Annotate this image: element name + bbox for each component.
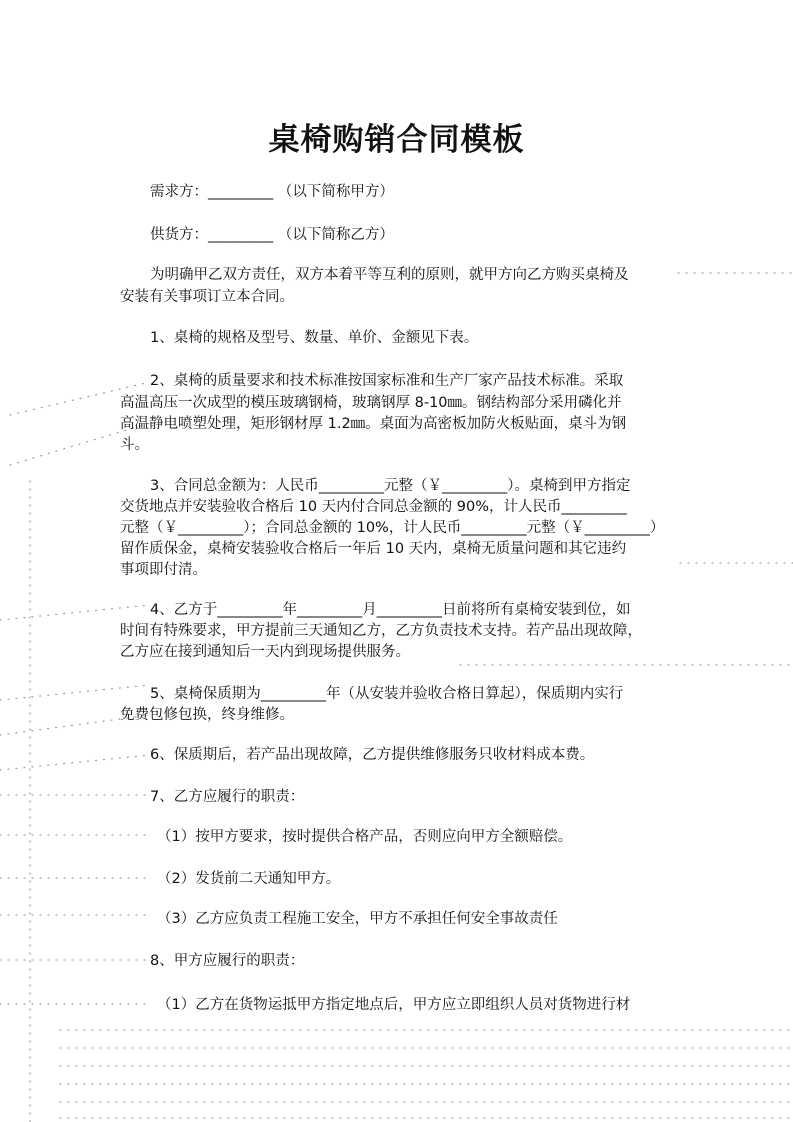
clause-1-line: 1、桌椅的规格及型号、数量、单价、金额见下表。 <box>150 330 479 346</box>
document-title: 桌椅购销合同模板 <box>268 122 525 158</box>
clause-5-line: 5、桌椅保质期为_________年（从安装并验收合格日算起），保质期内实行 <box>150 686 624 702</box>
preamble-line: 安装有关事项订立本合同。 <box>120 289 294 305</box>
clause-7-item: （2）发货前二天通知甲方。 <box>157 871 341 887</box>
clause-2-line: 高温高压一次成型的模压玻璃钢椅，玻璃钢厚 8-10㎜。钢结构部分采用磷化并 <box>120 395 622 411</box>
clause-5-line: 免费包修包换，终身维修。 <box>120 707 294 723</box>
clause-4-line: 4、乙方于_________年_________月_________日前将所有桌椅安装到位，如 <box>150 602 631 618</box>
preamble-line: 为明确甲乙双方责任，双方本着平等互利的原则，就甲方向乙方购买桌椅及 <box>150 267 629 283</box>
clause-6-line: 6、保质期后，若产品出现故障，乙方提供维修服务只收材料成本费。 <box>150 747 595 763</box>
clause-8-item: （1）乙方在货物运抵甲方指定地点后，甲方应立即组织人员对货物进行材 <box>157 997 631 1013</box>
clause-4-line: 乙方应在接到通知后一天内到现场提供服务。 <box>120 644 410 660</box>
clause-7-item: （3）乙方应负责工程施工安全，甲方不承担任何安全事故责任 <box>157 911 558 927</box>
supply-party-line: 供货方：_________ （以下简称乙方） <box>150 227 394 243</box>
demand-party-line: 需求方：_________ （以下简称甲方） <box>150 184 394 200</box>
clause-2-line: 高温静电喷塑处理，矩形钢材厚 1.2㎜。桌面为高密板加防火板贴面，桌斗为钢 <box>120 416 627 432</box>
clause-3-line: 元整（￥_________）；合同总金额的 10%，计人民币_________元整（￥_________） <box>120 520 665 536</box>
clause-2-line: 斗。 <box>120 437 149 453</box>
clause-7-item: （1）按甲方要求，按时提供合格产品，否则应向甲方全额赔偿。 <box>157 829 573 845</box>
clause-8-heading: 8、甲方应履行的职责： <box>150 953 305 969</box>
clause-7-heading: 7、乙方应履行的职责： <box>150 789 305 805</box>
clause-3-line: 事项即付清。 <box>120 562 207 578</box>
clause-4-line: 时间有特殊要求，甲方提前三天通知乙方，乙方负责技术支持。若产品出现故障， <box>120 623 642 639</box>
clause-3-line: 3、合同总金额为：人民币_________元整（￥_________）。桌椅到甲方指定 <box>150 478 631 494</box>
clause-3-line: 留作质保金，桌椅安装验收合格后一年后 10 天内，桌椅无质量问题和其它违约 <box>120 541 627 557</box>
clause-3-line: 交货地点并安装验收合格后 10 天内付合同总金额的 90%，计人民币_________ <box>120 499 627 515</box>
clause-2-line: 2、桌椅的质量要求和技术标准按国家标准和生产厂家产品技术标准。采取 <box>150 373 624 389</box>
